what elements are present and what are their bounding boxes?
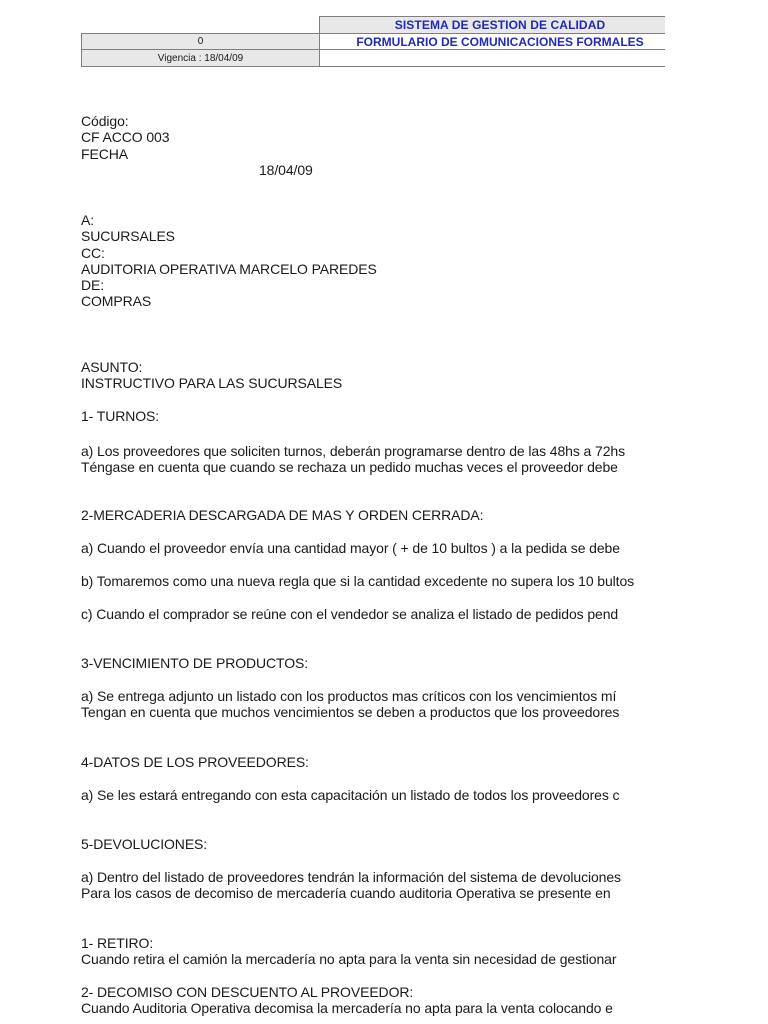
subject-value: INSTRUCTIVO PARA LAS SUCURSALES (81, 375, 343, 391)
section-mercaderia-heading: 2-MERCADERIA DESCARGADA DE MAS Y ORDEN CERRADA: (81, 507, 484, 523)
header-empty-cell (319, 49, 665, 67)
datos-item-a: a) Se les estará entregando con esta capacitación un listado de todos los proveedores c (81, 787, 620, 803)
mercaderia-item-c: c) Cuando el comprador se reúne con el vendedor se analiza el listado de pedidos pend (81, 606, 619, 622)
to-label: A: (81, 212, 95, 228)
mercaderia-item-b: b) Tomaremos como una nueva regla que si la cantidad excedente no supera los 10 bultos (81, 573, 635, 589)
vigencia-date: Vigencia : 18/04/09 (81, 49, 320, 67)
subject-label: ASUNTO: (81, 359, 143, 375)
decomiso-heading: 2- DECOMISO CON DESCUENTO AL PROVEEDOR: (81, 984, 414, 1000)
fecha-value: 18/04/09 (259, 162, 313, 178)
form-title: FORMULARIO DE COMUNICACIONES FORMALES (319, 33, 665, 50)
cc-label: CC: (81, 245, 105, 261)
vencimiento-item-a-line2: Tengan en cuenta que muchos vencimientos se deben a productos que los proveedores (81, 704, 620, 720)
section-devoluciones-heading: 5-DEVOLUCIONES: (81, 836, 208, 852)
section-turnos-heading: 1- TURNOS: (81, 408, 160, 424)
codigo-value: CF ACCO 003 (81, 129, 170, 145)
retiro-text: Cuando retira el camión la mercadería no apta para la venta sin necesidad de gestionar (81, 951, 617, 967)
header-blank-cell (81, 16, 319, 34)
header-table (81, 16, 665, 67)
mercaderia-item-a: a) Cuando el proveedor envía una cantidad mayor ( + de 10 bultos ) a la pedida se debe (81, 540, 620, 556)
devoluciones-item-a-line1: a) Dentro del listado de proveedores tendrán la información del sistema de devoluciones (81, 869, 621, 885)
section-vencimiento-heading: 3-VENCIMIENTO DE PRODUCTOS: (81, 655, 309, 671)
vencimiento-item-a-line1: a) Se entrega adjunto un listado con los productos mas críticos con los vencimientos mí (81, 688, 617, 704)
from-label: DE: (81, 277, 105, 293)
turnos-item-a-line2: Téngase en cuenta que cuando se rechaza un pedido muchas veces el proveedor debe (81, 459, 618, 475)
fecha-label: FECHA (81, 146, 128, 162)
revision-number: 0 (81, 33, 320, 50)
codigo-label: Código: (81, 113, 129, 129)
section-datos-heading: 4-DATOS DE LOS PROVEEDORES: (81, 754, 309, 770)
retiro-heading: 1- RETIRO: (81, 935, 154, 951)
turnos-item-a-line1: a) Los proveedores que soliciten turnos, deberán programarse dentro de las 48hs a 72hs (81, 443, 625, 459)
from-value: COMPRAS (81, 293, 152, 309)
devoluciones-item-a-line2: Para los casos de decomiso de mercadería cuando auditoria Operativa se presente en (81, 885, 611, 901)
decomiso-text: Cuando Auditoria Operativa decomisa la mercadería no apta para la venta colocando e (81, 1000, 613, 1016)
system-title: SISTEMA DE GESTION DE CALIDAD (319, 16, 665, 34)
cc-value: AUDITORIA OPERATIVA MARCELO PAREDES (81, 261, 377, 277)
to-value: SUCURSALES (81, 228, 175, 244)
